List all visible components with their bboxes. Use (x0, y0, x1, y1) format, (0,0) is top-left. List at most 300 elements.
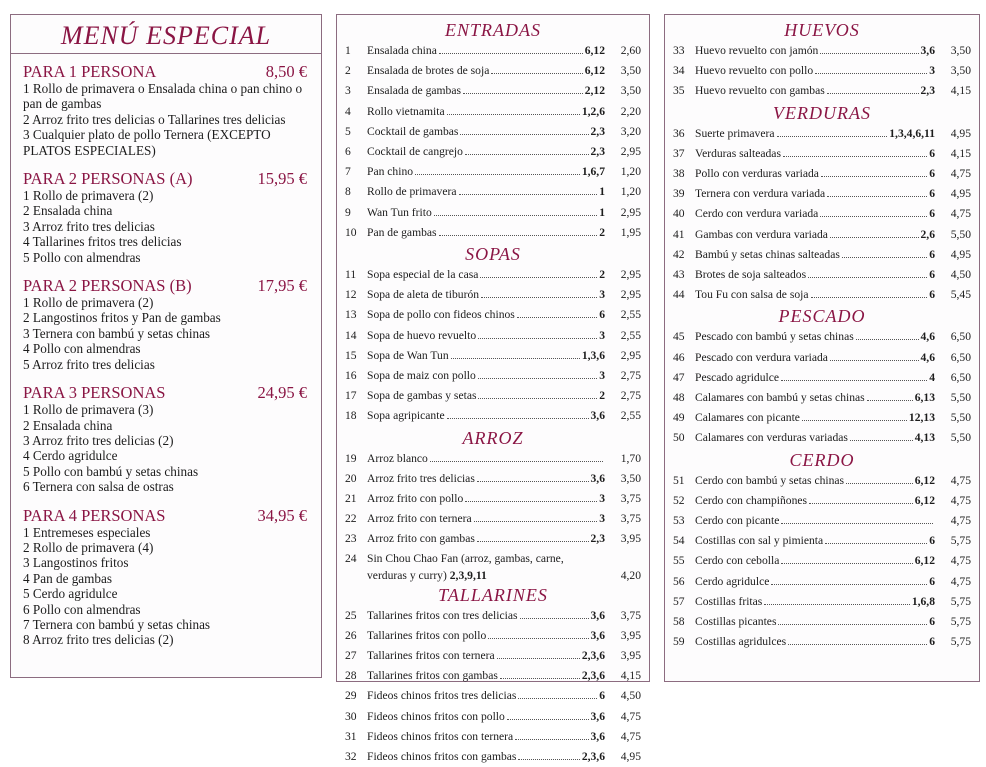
item-price: 3,50 (620, 84, 641, 98)
allergen-codes: 1,6,7 (581, 165, 605, 179)
menu-item-row (345, 406, 641, 426)
item-number: 13 (345, 308, 357, 322)
menu-item-row (673, 124, 971, 144)
item-price: 5,50 (950, 227, 971, 241)
allergen-codes: 1 (599, 185, 605, 199)
item-number: 4 (345, 104, 351, 118)
dot-leader (439, 53, 583, 54)
dot-leader (465, 154, 589, 155)
allergen-codes: 3,6 (590, 628, 605, 642)
pack-item: 5 Arroz frito tres delicias (23, 356, 155, 372)
item-name: Rollo de primavera (367, 185, 457, 199)
allergen-codes: 6,12 (584, 44, 605, 57)
menu-item-row (673, 632, 971, 652)
item-number: 30 (345, 709, 357, 723)
allergen-codes: 1 (599, 205, 605, 219)
allergen-codes: 2,12 (584, 84, 605, 98)
menu-item-row (345, 162, 641, 182)
item-name: Tallarines fritos con ternera (367, 649, 495, 663)
menu-item-row (345, 223, 641, 243)
item-number: 25 (345, 608, 357, 622)
pack-item: 5 Pollo con bambú y setas chinas (23, 463, 199, 479)
menu-item-row (673, 471, 971, 491)
allergen-codes: 6 (929, 574, 935, 588)
item-name: Calamares con verduras variadas (695, 431, 848, 445)
dot-leader (434, 215, 597, 216)
pack-item: 5 Cerdo agridulce (23, 586, 118, 602)
dot-leader (777, 136, 888, 137)
dot-leader (821, 176, 927, 177)
allergen-codes: 6 (929, 187, 935, 201)
allergen-codes: 6 (929, 146, 935, 160)
item-price: 5,50 (950, 391, 971, 405)
dot-leader (764, 604, 910, 605)
item-price: 5,75 (950, 615, 971, 629)
pack-name: PARA 3 PERSONAS (23, 383, 166, 403)
menu-item-row (345, 326, 641, 346)
allergen-codes: 6 (599, 308, 605, 322)
allergen-codes: 2,3,6 (581, 669, 605, 683)
menu-item-row (345, 707, 641, 727)
allergen-codes: 3 (599, 492, 605, 506)
item-number: 50 (673, 431, 685, 445)
item-name: Cocktail de gambas (367, 124, 459, 138)
item-number: 31 (345, 729, 357, 743)
pack-item: 1 Rollo de primavera (2) (23, 295, 154, 311)
item-name: Cerdo agridulce (695, 574, 770, 588)
menu-item-row (345, 626, 641, 646)
allergen-codes: 6,12 (914, 473, 935, 487)
item-name: Ensalada de brotes de soja (367, 64, 490, 78)
allergen-codes: 3,6 (590, 709, 605, 723)
dot-leader (815, 73, 927, 74)
item-number: 34 (673, 64, 685, 78)
item-name: Tallarines fritos con tres delicias (367, 608, 518, 622)
dot-leader (842, 257, 927, 258)
dot-leader (820, 216, 927, 217)
dot-leader (820, 53, 918, 54)
item-name: Arroz frito con ternera (367, 512, 472, 526)
item-number: 44 (673, 288, 685, 302)
item-price: 3,75 (620, 492, 641, 506)
item-number: 7 (345, 165, 351, 179)
allergen-codes: 2,3,6 (581, 649, 605, 663)
item-number: 3 (345, 84, 351, 98)
menu-item-row (345, 366, 641, 386)
item-price: 5,75 (950, 594, 971, 608)
menu-item-row (345, 686, 641, 706)
section-title-arroz: ARROZ (462, 427, 524, 448)
item-price: 3,75 (620, 608, 641, 622)
menu-item-row (345, 61, 641, 81)
allergen-codes: 1,6,8 (911, 594, 935, 608)
item-number: 17 (345, 389, 357, 403)
item-price: 4,75 (950, 207, 971, 221)
item-number: 43 (673, 268, 685, 282)
menu-item-row (345, 727, 641, 747)
item-name: Cerdo con cebolla (695, 554, 780, 568)
section-title-tallarines: TALLARINES (438, 584, 548, 605)
item-number: 10 (345, 225, 357, 239)
item-name: Sopa agripicante (367, 409, 445, 423)
allergen-codes: 4,6 (920, 350, 935, 364)
item-name: Ensalada china (367, 44, 437, 57)
item-number: 18 (345, 409, 357, 423)
allergen-codes: 2,3,9,11 (449, 568, 487, 582)
item-price: 4,75 (620, 709, 641, 723)
item-name: Huevo revuelto con gambas (695, 84, 825, 98)
item-price: 1,20 (620, 185, 641, 199)
item-name: Costillas fritas (695, 594, 763, 608)
allergen-codes: 12,13 (908, 411, 935, 425)
menu-item-row (673, 572, 971, 592)
allergen-codes: 6 (929, 167, 935, 181)
item-price: 2,95 (620, 348, 641, 362)
menu-item-row (345, 81, 641, 101)
menu-item-row (673, 245, 971, 265)
special-menu-title: MENÚ ESPECIAL (11, 21, 321, 54)
item-number: 37 (673, 146, 685, 160)
item-number: 41 (673, 227, 685, 241)
pack-item: 2 Langostinos fritos y Pan de gambas (23, 310, 221, 326)
allergen-codes: 2,3 (590, 145, 605, 159)
pack-header (23, 383, 307, 402)
item-price: 2,55 (620, 308, 641, 322)
pack-name: PARA 2 PERSONAS (B) (23, 276, 192, 296)
item-price: 4,75 (950, 574, 971, 588)
allergen-codes: 2,3 (590, 124, 605, 138)
item-number: 2 (345, 64, 351, 78)
item-price: 2,95 (620, 268, 641, 282)
allergen-codes: 2 (599, 268, 605, 282)
item-name: Calamares con picante (695, 411, 800, 425)
menu-item-row (345, 550, 641, 584)
item-name: Fideos chinos fritos con gambas (367, 750, 517, 764)
item-price: 1,20 (620, 165, 641, 179)
item-number: 6 (345, 145, 351, 159)
dot-leader (518, 759, 579, 760)
dot-leader (430, 461, 603, 462)
item-name-text: Sin Chou Chao Fan (arroz, gambas, carne, verduras y curry) (367, 551, 564, 582)
item-name: Pescado con bambú y setas chinas (695, 330, 854, 344)
item-number: 11 (345, 268, 357, 282)
menu-item-row (673, 41, 971, 61)
pack-item: 3 Arroz frito tres delicias (23, 218, 155, 234)
menu-item-row (673, 531, 971, 551)
item-number: 16 (345, 369, 357, 383)
pack-item: 1 Rollo de primavera (2) (23, 188, 154, 204)
item-price: 6,50 (950, 370, 971, 384)
item-price: 4,95 (620, 750, 641, 764)
pack-header (23, 506, 307, 525)
pack-item: 8 Arroz frito tres delicias (2) (23, 632, 174, 648)
allergen-codes: 3 (599, 288, 605, 302)
dot-leader (451, 358, 580, 359)
allergen-codes: 6 (929, 288, 935, 302)
item-name: Costillas con sal y pimienta (695, 534, 824, 548)
dot-leader (459, 194, 598, 195)
item-name: Fideos chinos fritos tres delicias (367, 689, 517, 703)
pack-item: 4 Cerdo agridulce (23, 448, 118, 464)
item-price: 5,50 (950, 411, 971, 425)
dot-leader (465, 501, 597, 502)
menu-item-row (673, 348, 971, 368)
dot-leader (477, 481, 589, 482)
menu-pack (23, 276, 307, 372)
menu-item-row (345, 606, 641, 626)
menu-item-row (673, 204, 971, 224)
item-number: 27 (345, 649, 357, 663)
item-number: 24 (345, 551, 357, 565)
item-name: Arroz frito tres delicias (367, 471, 475, 485)
item-number: 32 (345, 750, 357, 764)
item-number: 33 (673, 44, 685, 57)
item-name: Tou Fu con salsa de soja (695, 288, 809, 302)
item-name: Ternera con verdura variada (695, 187, 826, 201)
pack-item: 4 Pollo con almendras (23, 341, 141, 357)
item-number: 15 (345, 348, 357, 362)
item-price: 2,60 (620, 44, 641, 57)
allergen-codes: 3,6 (590, 608, 605, 622)
item-number: 49 (673, 411, 685, 425)
allergen-codes: 3,6 (590, 471, 605, 485)
menu-item-row (673, 388, 971, 408)
menu-item-row (345, 305, 641, 325)
item-price: 4,15 (950, 84, 971, 98)
item-name: Arroz frito con gambas (367, 532, 475, 546)
dot-leader (447, 418, 589, 419)
item-price: 3,95 (620, 628, 641, 642)
item-name: Calamares con bambú y setas chinas (695, 391, 865, 405)
dot-leader (518, 698, 597, 699)
dot-leader (783, 156, 927, 157)
pack-item: 3 Cualquier plato de pollo Ternera (EXCEPTO PLATOS ESPECIALES) (23, 127, 271, 158)
item-number: 59 (673, 635, 685, 649)
allergen-codes: 3 (599, 328, 605, 342)
menu-pack (23, 506, 307, 648)
pack-item: 4 Tallarines fritos tres delicias (23, 234, 182, 250)
menu-item-row (673, 61, 971, 81)
menu-item-row (673, 225, 971, 245)
item-price: 4,95 (950, 126, 971, 140)
item-number: 12 (345, 288, 357, 302)
item-price: 4,75 (950, 514, 971, 528)
item-name: Pescado con verdura variada (695, 350, 828, 364)
allergen-codes: 2 (599, 389, 605, 403)
item-name: Rollo vietnamita (367, 104, 445, 118)
item-name: Pan chino (367, 165, 414, 179)
section-title-cerdo: CERDO (789, 449, 855, 470)
item-number: 42 (673, 247, 685, 261)
section-title-verduras: VERDURAS (773, 102, 871, 123)
dot-leader (802, 420, 907, 421)
dot-leader (474, 521, 598, 522)
pack-item: 2 Ensalada china (23, 203, 113, 219)
item-name: Cerdo con champiñones (695, 493, 808, 507)
item-number: 28 (345, 669, 357, 683)
item-price: 5,75 (950, 534, 971, 548)
item-name: Cocktail de cangrejo (367, 145, 463, 159)
allergen-codes: 6 (599, 689, 605, 703)
dot-leader (517, 317, 597, 318)
item-number: 8 (345, 185, 351, 199)
section-title-pescado: PESCADO (778, 306, 866, 327)
item-number: 21 (345, 492, 357, 506)
item-number: 14 (345, 328, 357, 342)
item-price: 4,15 (620, 669, 641, 683)
item-name: Verduras salteadas (695, 146, 781, 160)
dot-leader (830, 360, 919, 361)
item-name: Huevo revuelto con pollo (695, 64, 814, 78)
item-name: Tallarines fritos con gambas (367, 669, 498, 683)
item-price: 2,95 (620, 205, 641, 219)
menu-item-row (345, 122, 641, 142)
allergen-codes: 6 (929, 268, 935, 282)
allergen-codes: 2,3 (920, 84, 935, 98)
dot-leader (481, 297, 597, 298)
item-number: 29 (345, 689, 357, 703)
pack-item: 6 Pollo con almendras (23, 601, 141, 617)
item-name: Ensalada de gambas (367, 84, 462, 98)
dot-leader (480, 277, 597, 278)
item-number: 39 (673, 187, 685, 201)
dot-leader (478, 378, 597, 379)
menu-column-2 (336, 14, 650, 764)
menu-item-row (345, 102, 641, 122)
dot-leader (788, 644, 927, 645)
item-name: Tallarines fritos con pollo (367, 628, 487, 642)
item-price: 4,95 (950, 247, 971, 261)
item-number: 26 (345, 628, 357, 642)
item-price: 4,50 (620, 689, 641, 703)
item-price: 2,95 (620, 288, 641, 302)
allergen-codes: 6,12 (914, 554, 935, 568)
item-number: 57 (673, 594, 685, 608)
pack-item: 1 Rollo de primavera o Ensalada china o pan chino o pan de gambas (23, 81, 303, 112)
item-name: Pescado agridulce (695, 370, 780, 384)
item-number: 1 (345, 44, 351, 57)
menu-pack (23, 169, 307, 265)
item-price: 2,75 (620, 369, 641, 383)
dot-leader (867, 400, 913, 401)
item-number: 53 (673, 514, 685, 528)
item-number: 36 (673, 126, 685, 140)
menu-item-row (345, 203, 641, 223)
allergen-codes: 2,3 (590, 532, 605, 546)
allergen-codes: 2,3,6 (581, 750, 605, 764)
item-price: 4,75 (950, 473, 971, 487)
menu-item-row (345, 346, 641, 366)
dot-leader (846, 483, 913, 484)
menu-item-row (673, 327, 971, 347)
dot-leader (825, 543, 927, 544)
pack-price: 34,95 € (257, 505, 307, 525)
pack-item: 6 Ternera con salsa de ostras (23, 479, 174, 495)
menu-item-row (345, 747, 641, 767)
dot-leader (497, 658, 580, 659)
menu-item-row (673, 592, 971, 612)
item-price: 2,20 (620, 104, 641, 118)
menu-item-row (345, 285, 641, 305)
pack-item: 1 Entremeses especiales (23, 524, 151, 540)
allergen-codes: 3,6 (590, 729, 605, 743)
menu-item-row (673, 491, 971, 511)
dot-leader (856, 339, 919, 340)
item-price: 5,45 (950, 288, 971, 302)
pack-item: 2 Ensalada china (23, 417, 113, 433)
item-name: Sopa de maiz con pollo (367, 369, 476, 383)
pack-item: 5 Pollo con almendras (23, 249, 141, 265)
dot-leader (771, 584, 927, 585)
item-price: 4,75 (620, 729, 641, 743)
dot-leader (463, 93, 583, 94)
menu-item-row (345, 529, 641, 549)
menu-item-row (673, 612, 971, 632)
allergen-codes: 3 (599, 369, 605, 383)
menu-item-row (673, 408, 971, 428)
item-name: Brotes de soja salteados (695, 268, 807, 282)
item-name: Arroz blanco (367, 451, 428, 465)
item-price: 3,20 (620, 124, 641, 138)
dot-leader (520, 618, 589, 619)
allergen-codes: 6,12 (584, 64, 605, 78)
allergen-codes: 1,3,6 (581, 348, 605, 362)
item-price: 4,50 (950, 268, 971, 282)
dot-leader (478, 338, 597, 339)
item-name: Wan Tun frito (367, 205, 432, 219)
section-title-entradas: ENTRADAS (445, 20, 541, 40)
pack-item: 7 Ternera con bambú y setas chinas (23, 616, 211, 632)
pack-item: 3 Langostinos fritos (23, 555, 129, 571)
dot-leader (478, 398, 597, 399)
menu-item-row (345, 449, 641, 469)
dot-leader (808, 277, 927, 278)
pack-item: 4 Pan de gambas (23, 570, 112, 586)
item-price: 3,95 (620, 649, 641, 663)
allergen-codes: 1,2,6 (581, 104, 605, 118)
item-number: 38 (673, 167, 685, 181)
menu-item-row (673, 551, 971, 571)
dot-leader (477, 541, 589, 542)
menu-pack (23, 62, 307, 158)
item-name: Sopa de Wan Tun (367, 348, 449, 362)
item-number: 47 (673, 370, 685, 384)
item-price: 5,75 (950, 635, 971, 649)
allergen-codes: 4,6 (920, 330, 935, 344)
item-name: Sopa especial de la casa (367, 268, 479, 282)
pack-price: 15,95 € (257, 169, 307, 189)
menu-item-row (673, 428, 971, 448)
item-price: 4,75 (950, 554, 971, 568)
dot-leader (778, 624, 927, 625)
dot-leader (781, 380, 927, 381)
item-price: 2,75 (620, 389, 641, 403)
item-price: 5,50 (950, 431, 971, 445)
menu-column-3 (664, 14, 980, 682)
dot-leader (781, 563, 912, 564)
item-price: 3,50 (620, 471, 641, 485)
dot-leader (415, 174, 580, 175)
item-number: 40 (673, 207, 685, 221)
dot-leader (460, 134, 588, 135)
item-price: 3,50 (950, 64, 971, 78)
item-name: Gambas con verdura variada (695, 227, 828, 241)
menu-item-row (345, 469, 641, 489)
dot-leader (515, 739, 588, 740)
item-number: 9 (345, 205, 351, 219)
item-number: 52 (673, 493, 685, 507)
item-price: 4,20 (620, 568, 641, 582)
